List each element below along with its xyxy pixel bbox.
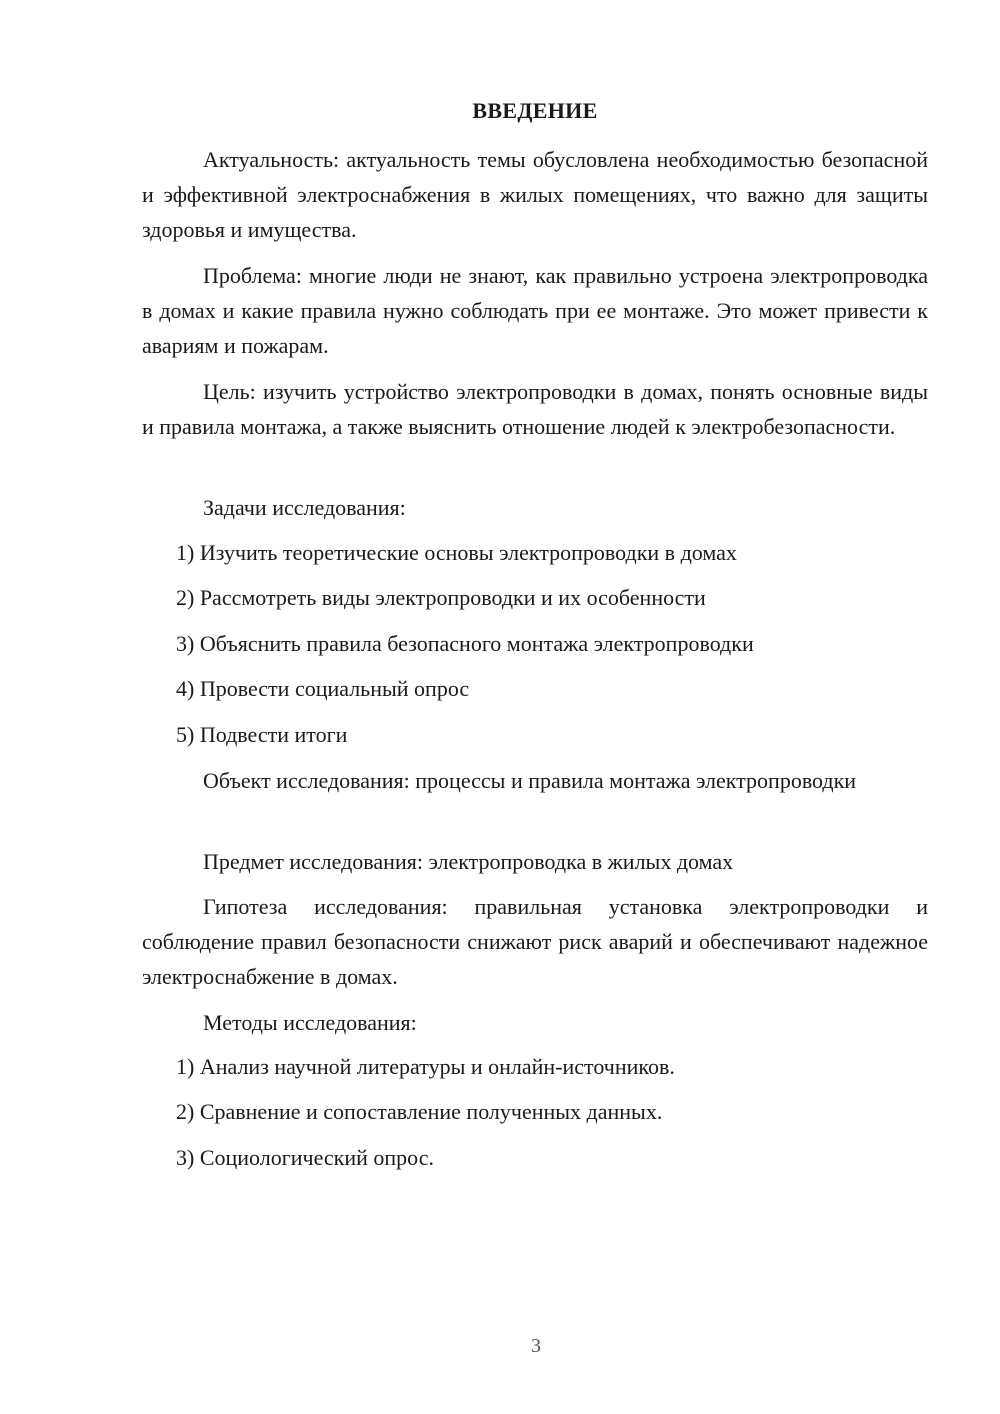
tasks-heading: Задачи исследования: [203, 495, 406, 520]
method-item-2: 2) Сравнение и сопоставление полученных данных. [176, 1099, 663, 1124]
method-item-3: 3) Социологический опрос. [176, 1145, 434, 1170]
object-paragraph: Объект исследования: процессы и правила монтажа электропроводки [203, 768, 857, 793]
actuality-paragraph: Актуальность: актуальность темы обусловлена необходимостью безопасной и эффективной электроснабжения в жилых помещениях, что важно для защиты здоровья и имущества. [142, 147, 928, 242]
task-item-1: 1) Изучить теоретические основы электропроводки в домах [176, 540, 737, 565]
page-title: ВВЕДЕНИЕ [472, 98, 598, 123]
problem-paragraph: Проблема: многие люди не знают, как правильно устроена электропроводка в домах и какие правила нужно соблюдать при ее монтаже. Это может привести к авариям и пожарам. [142, 263, 928, 358]
page-number: 3 [531, 1335, 541, 1357]
task-item-4: 4) Провести социальный опрос [176, 676, 470, 701]
hypothesis-paragraph: Гипотеза исследования: правильная установка электропроводки и соблюдение правил безопасности снижают риск аварий и обеспечивают надежное электроснабжение в домах. [142, 894, 928, 989]
task-item-5: 5) Подвести итоги [176, 722, 348, 747]
method-item-1: 1) Анализ научной литературы и онлайн-источников. [176, 1054, 675, 1079]
subject-paragraph: Предмет исследования: электропроводка в жилых домах [203, 849, 734, 874]
methods-heading: Методы исследования: [203, 1010, 417, 1035]
task-item-2: 2) Рассмотреть виды электропроводки и их особенности [176, 585, 706, 610]
task-item-3: 3) Объяснить правила безопасного монтажа электропроводки [176, 631, 754, 656]
goal-paragraph: Цель: изучить устройство электропроводки в домах, понять основные виды и правила монтажа, а также выяснить отношение людей к электробезопасности. [142, 379, 928, 439]
